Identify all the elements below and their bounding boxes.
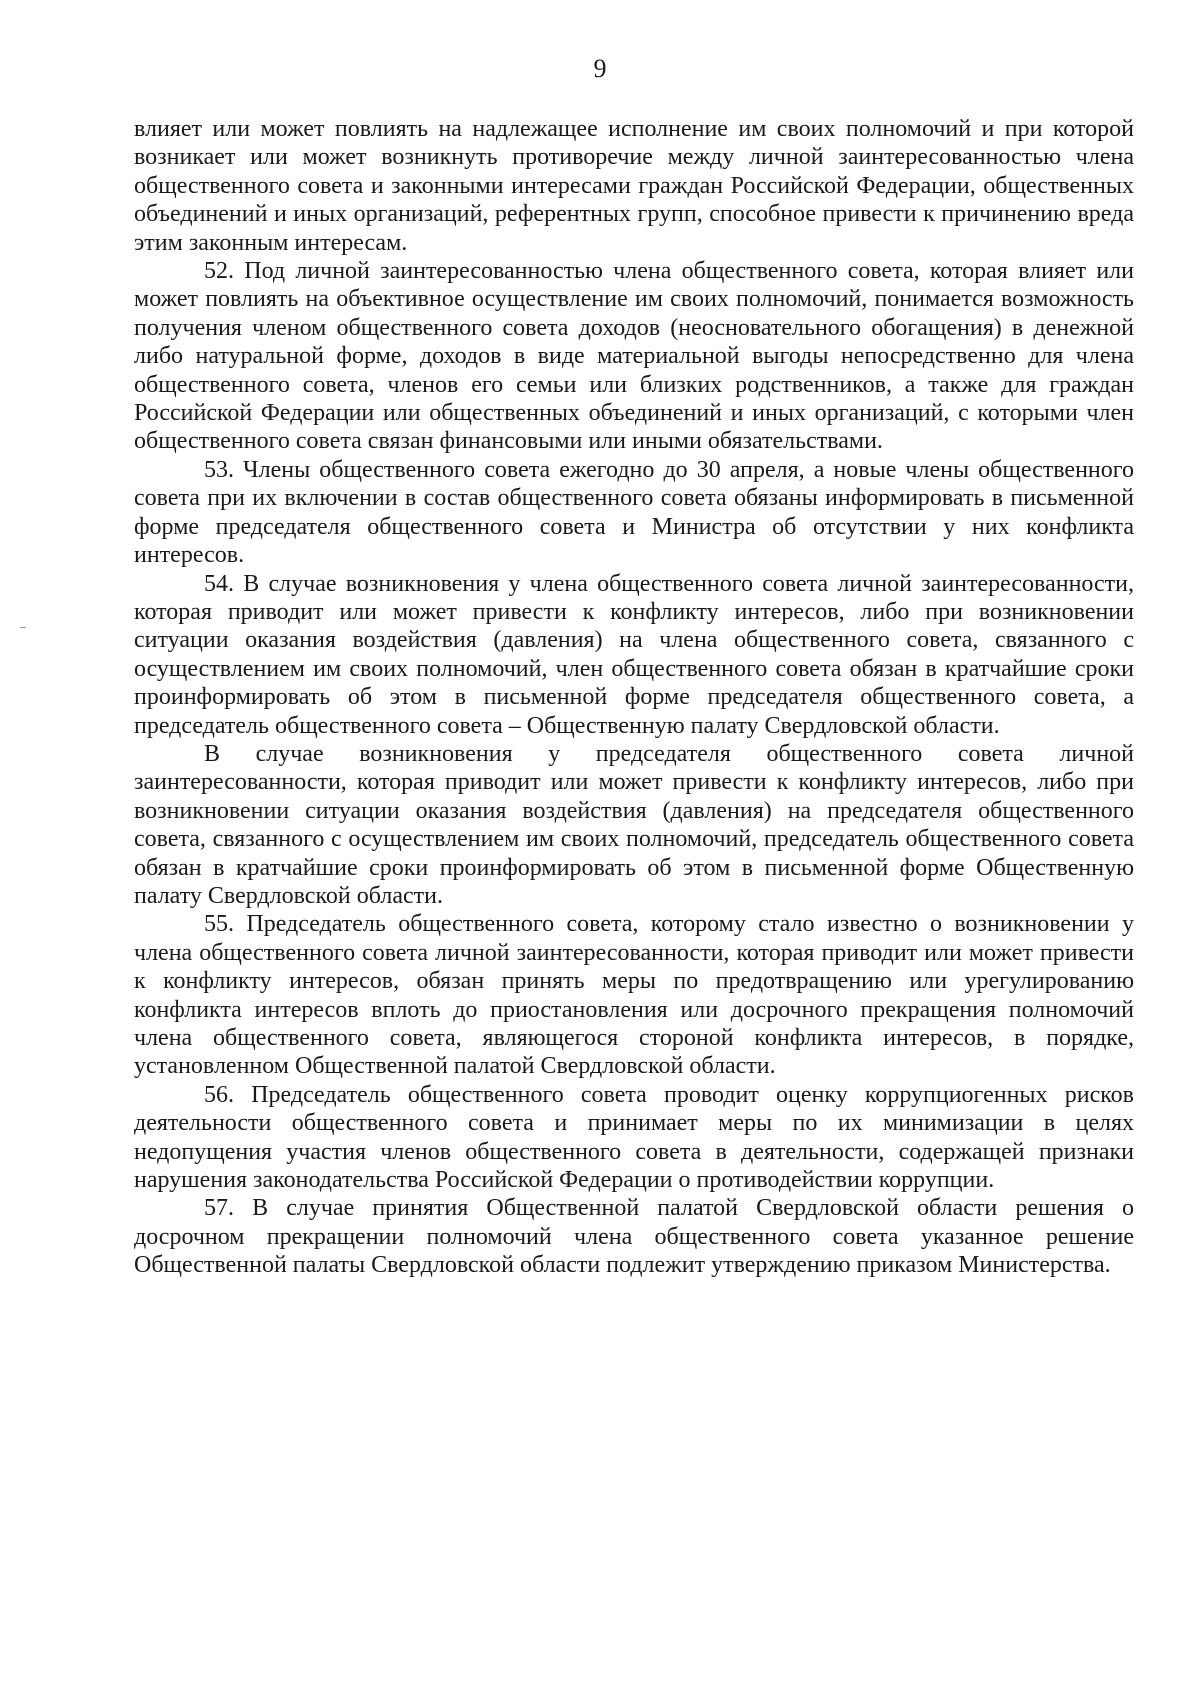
paragraph-55: 55. Председатель общественного совета, которому стало известно о возникновении у члена общественного совета личной заинтересованности, которая приводит или может привести к конфликту интересов, обязан принять меры по предотвращению или урегулированию конфликта интересов вплоть до приостановления или досрочного прекращения полномочий члена общественного совета, являющегося стороной конфликта интересов, в порядке, установленном Общественной палатой Свердловской области. xyxy=(134,911,1134,1080)
paragraph-53: 53. Члены общественного совета ежегодно до 30 апреля, а новые члены общественного совета при их включении в состав общественного совета обязаны информировать в письменной форме председателя общественного совета и Министра об отсутствии у них конфликта интересов. xyxy=(134,456,1134,569)
document-body xyxy=(134,115,1134,1280)
paragraph-continuation: влияет или может повлиять на надлежащее исполнение им своих полномочий и при которой возникает или может возникнуть противоречие между личной заинтересованностью члена общественного совета и законными интересами граждан Российской Федерации, общественных объединений и иных организаций, референтных групп, способное привести к причинению вреда этим законным интересам. xyxy=(134,116,1134,256)
paragraph-54-second: В случае возникновения у председателя общественного совета личной заинтересованности, которая приводит или может привести к конфликту интересов, либо при возникновении ситуации оказания воздействия (давления) на председателя общественного совета, связанного с осуществлением им своих полномочий, председатель общественного совета обязан в кратчайшие сроки проинформировать об этом в письменной форме Общественную палату Свердловской области. xyxy=(134,740,1134,909)
paragraph-56: 56. Председатель общественного совета проводит оценку коррупциогенных рисков деятельности общественного совета и принимает меры по их минимизации в целях недопущения участия членов общественного совета в деятельности, содержащей признаки нарушения законодательства Российской Федерации о противодействии коррупции. xyxy=(134,1081,1134,1194)
page-number: 9 xyxy=(593,54,607,83)
paragraph-54: 54. В случае возникновения у члена общественного совета личной заинтересованности, которая приводит или может привести к конфликту интересов, либо при возникновении ситуации оказания воздействия (давления) на члена общественного совета, связанного с осуществлением им своих полномочий, член общественного совета обязан в кратчайшие сроки проинформировать об этом в письменной форме председателя общественного совета, а председатель общественного совета – Общественную палату Свердловской области. xyxy=(134,570,1134,739)
margin-mark xyxy=(20,627,26,628)
paragraph-52: 52. Под личной заинтересованностью члена общественного совета, которая влияет или может повлиять на объективное осуществление им своих полномочий, понимается возможность получения членом общественного совета доходов (неосновательного обогащения) в денежной либо натуральной форме, доходов в виде материальной выгоды непосредственно для члена общественного совета, членов его семьи или близких родственников, а также для граждан Российской Федерации или общественных объединений и иных организаций, с которыми член общественного совета связан финансовыми или иными обязательствами. xyxy=(134,258,1134,455)
paragraph-57: 57. В случае принятия Общественной палатой Свердловской области решения о досрочном прекращении полномочий члена общественного совета указанное решение Общественной палаты Свердловской области подлежит утверждению приказом Министерства. xyxy=(134,1195,1134,1279)
